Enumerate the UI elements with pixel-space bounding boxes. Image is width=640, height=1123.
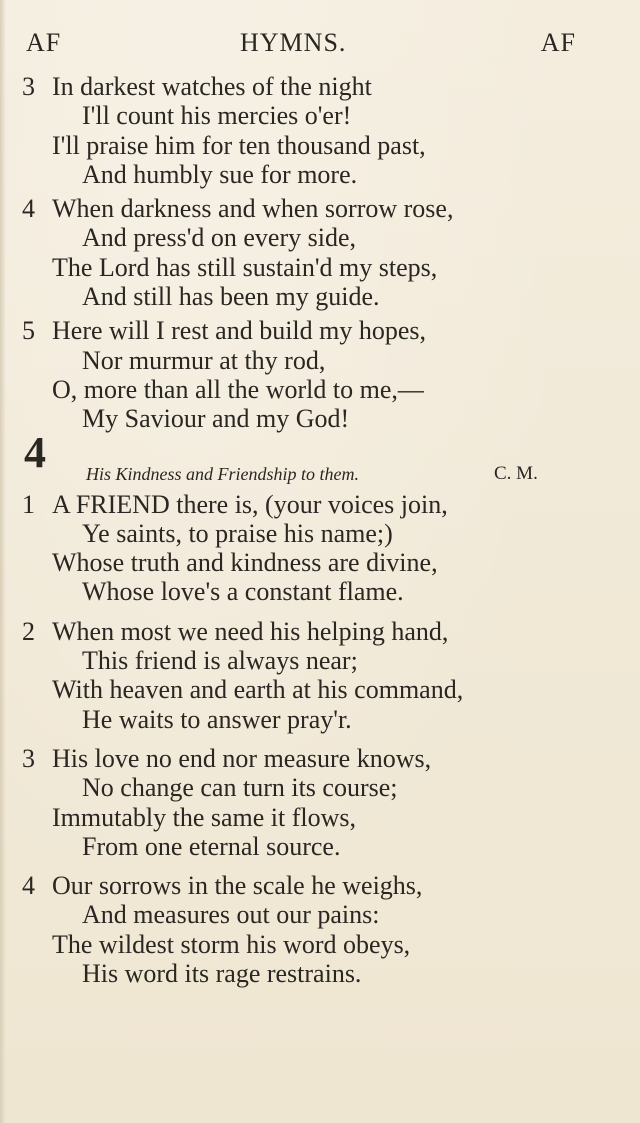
verse-line: 1 A FRIEND there is, (your voices join, xyxy=(22,489,448,519)
stanza xyxy=(22,194,602,311)
verse-line: And press'd on every side, xyxy=(82,223,357,253)
stanza xyxy=(22,871,602,988)
header-title: HYMNS. xyxy=(240,28,347,57)
stanza xyxy=(22,490,602,607)
stanza-number: 1 xyxy=(22,489,35,519)
verse-line: From one eternal source. xyxy=(82,831,341,861)
verse-line: And still has been my guide. xyxy=(82,282,380,312)
stanza-number: 5 xyxy=(22,316,35,346)
stanza xyxy=(22,316,602,433)
verse-line: Whose love's a constant flame. xyxy=(82,577,404,607)
verse-line: And humbly sue for more. xyxy=(82,159,358,189)
verse-line: 3 In darkest watches of the night xyxy=(22,72,372,101)
verse-line: This friend is always near; xyxy=(82,646,358,676)
stanza-number: 3 xyxy=(22,743,35,773)
verse-line: 4 Our sorrows in the scale he weighs, xyxy=(22,871,423,901)
verse-line: No change can turn its course; xyxy=(82,773,398,803)
verse-line: Ye saints, to praise his name;) xyxy=(82,518,393,548)
stanza-number: 4 xyxy=(22,194,35,224)
verse-line: The wildest storm his word obeys, xyxy=(52,929,411,959)
page-edge-shadow xyxy=(0,0,6,1123)
verse-line: Immutably the same it flows, xyxy=(52,802,357,832)
hymn-meter: C. M. xyxy=(494,462,538,484)
header-right: AF xyxy=(540,28,576,57)
verse-line: Nor murmur at thy rod, xyxy=(82,345,326,375)
running-header xyxy=(0,28,640,62)
stanza xyxy=(22,617,602,734)
stanza xyxy=(22,72,602,189)
page-content xyxy=(22,72,602,988)
stanza xyxy=(22,744,602,861)
verse-line: O, more than all the world to me,— xyxy=(52,374,424,404)
verse-line: 5 Here will I rest and build my hopes, xyxy=(22,316,427,346)
header-left: AF xyxy=(26,28,62,57)
hymn-number: 4 xyxy=(24,427,46,477)
stanza-number: 2 xyxy=(22,616,35,646)
verse-line: 3 His love no end nor measure knows, xyxy=(22,743,432,773)
verse-line: And measures out our pains: xyxy=(82,900,380,930)
verse-line: With heaven and earth at his command, xyxy=(52,675,464,705)
hymn-title: His Kindness and Friendship to them. xyxy=(86,463,359,484)
verse-line: He waits to answer pray'r. xyxy=(82,704,352,734)
verse-line: I'll praise him for ten thousand past, xyxy=(52,130,426,160)
verse-line: 2 When most we need his helping hand, xyxy=(22,616,449,646)
verse-line: I'll count his mercies o'er! xyxy=(82,101,352,131)
verse-line: My Saviour and my God! xyxy=(82,404,350,434)
verse-line: 4 When darkness and when sorrow rose, xyxy=(22,194,454,224)
verse-line: His word its rage restrains. xyxy=(82,959,362,989)
stanza-number: 3 xyxy=(22,72,35,101)
verse-line: Whose truth and kindness are divine, xyxy=(52,548,438,578)
verse-line: The Lord has still sustain'd my steps, xyxy=(52,252,438,282)
hymn-heading xyxy=(22,427,602,488)
stanza-number: 4 xyxy=(22,871,35,901)
